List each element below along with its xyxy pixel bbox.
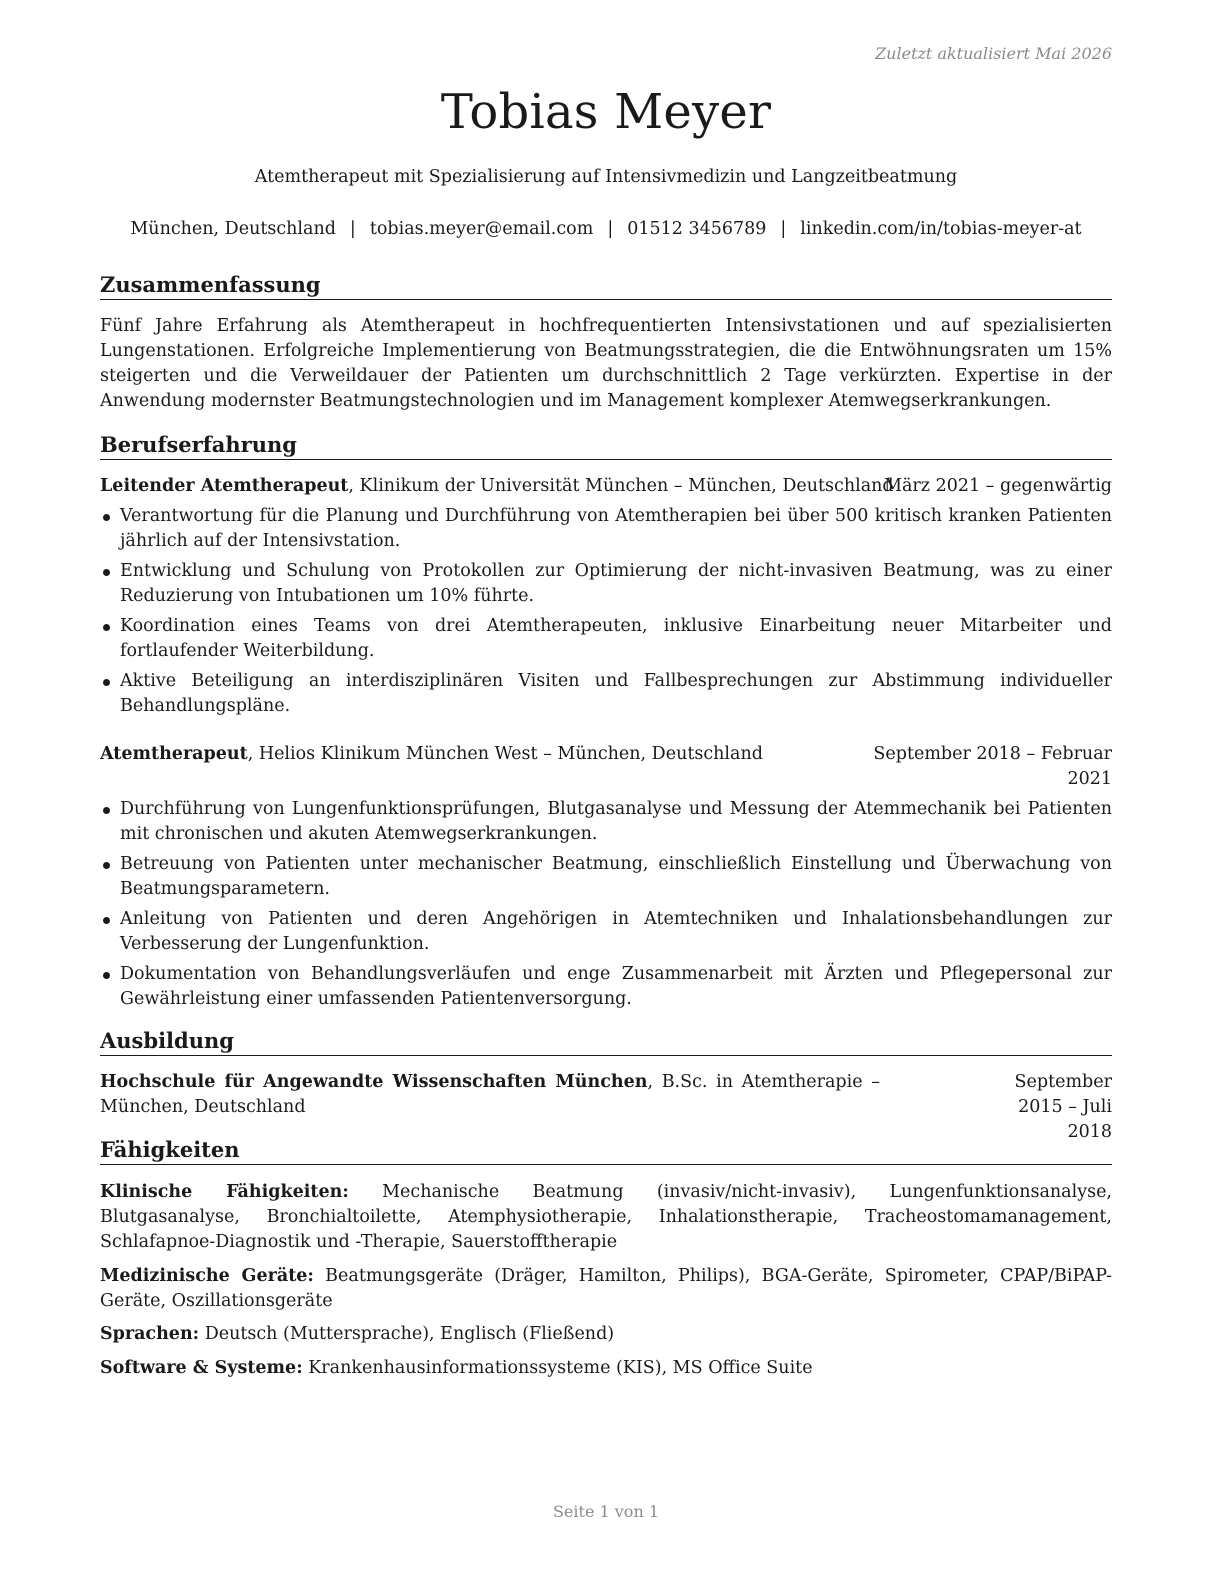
contact-separator: | [780,219,787,239]
skill-value: Krankenhausinformationssysteme (KIS), MS Office Suite [302,1358,813,1378]
job-bullets [100,797,1112,1017]
skill-value: Deutsch (Muttersprache), Englisch (Fließend) [199,1324,615,1344]
job-role: Atemtherapeut [100,744,248,764]
contact-location: München, Deutschland [130,219,336,239]
skill-value: Mechanische Beatmung (invasiv/nicht-invasiv), Lungenfunktionsanalyse, Blutgasanalyse, Bronchialtoilette, Atemphysiotherapie, Inhalationstherapie, Tracheostomamanagement, Schlafapnoe-Diagnostik und -Therapie, Sauerstofftherapie [100,1182,1112,1252]
education-degree: , B.Sc. in Atemtherapie – München, Deutschland [100,1072,880,1117]
education-institution [100,1070,880,1120]
job-bullets [100,504,1112,724]
list-item: Koordination eines Teams von drei Atemtherapeuten, inklusive Einarbeitung neuer Mitarbeiter und fortlaufender Weiterbildung. [100,614,1112,664]
skill-label: Sprachen: [100,1324,200,1344]
job-employer: , Helios Klinikum München West – München, Deutschland [247,744,763,764]
list-item: Anleitung von Patienten und deren Angehörigen in Atemtechniken und Inhalationsbehandlungen zur Verbesserung der Lungenfunktion. [100,907,1112,957]
job-role: Leitender Atemtherapeut [100,476,349,496]
skill-label: Medizinische Geräte: [100,1266,314,1286]
skill-label: Software & Systeme: [100,1358,303,1378]
education-school: Hochschule für Angewandte Wissenschaften München [100,1072,648,1092]
skill-row [100,1356,1112,1381]
list-item: Dokumentation von Behandlungsverläufen und enge Zusammenarbeit mit Ärzten und Pflegepersonal zur Gewährleistung einer umfassenden Patientenversorgung. [100,962,1112,1012]
list-item: Betreuung von Patienten unter mechanischer Beatmung, einschließlich Einstellung und Überwachung von Beatmungsparametern. [100,852,1112,902]
page-number: Seite 1 von 1 [552,1502,660,1521]
job-dates-line: 2021 [1067,769,1112,789]
list-item: Entwicklung und Schulung von Protokollen zur Optimierung der nicht-invasiven Beatmung, was zu einer Reduzierung von Intubationen um 10% führte. [100,559,1112,609]
job-title-line [100,474,894,499]
job-dates [873,742,1112,792]
skill-row [100,1322,1112,1347]
skill-value: Beatmungsgeräte (Dräger, Hamilton, Philips), BGA-Geräte, Spirometer, CPAP/BiPAP-Geräte, Oszillationsgeräte [100,1266,1112,1311]
skill-row [100,1180,1112,1255]
contact-separator: | [607,219,614,239]
section-title-education: Ausbildung [100,1027,1112,1056]
job-dates-line: September 2018 – Februar [873,744,1112,764]
resume-page [100,0,1112,1584]
list-item: Aktive Beteiligung an interdisziplinären Visiten und Fallbesprechungen zur Abstimmung individueller Behandlungspläne. [100,669,1112,719]
section-title-summary: Zusammenfassung [100,271,1112,300]
job-employer: , Klinikum der Universität München – München, Deutschland [348,476,894,496]
contact-linkedin[interactable]: linkedin.com/in/tobias-meyer-at [800,219,1082,239]
list-item: Durchführung von Lungenfunktionsprüfungen, Blutgasanalyse und Messung der Atemmechanik bei Patienten mit chronischen und akuten Atemwegserkrankungen. [100,797,1112,847]
summary-text: Fünf Jahre Erfahrung als Atemtherapeut in hochfrequentierten Intensivstationen und auf spezialisierten Lungenstationen. Erfolgreiche Implementierung von Beatmungsstrategien, die die Entwöhnungsraten um 15% steigerten und die Verweildauer der Patienten um durchschnittlich 2 Tage verkürzten. Expertise in der Anwendung modernster Beatmungstechnologien und im Management komplexer Atemwegserkrankungen. [100,316,1112,411]
list-item: Verantwortung für die Planung und Durchführung von Atemtherapien bei über 500 kritisch kranken Patienten jährlich auf der Intensivstation. [100,504,1112,554]
section-title-experience: Berufserfahrung [100,431,1112,460]
candidate-tagline: Atemtherapeut mit Spezialisierung auf Intensivmedizin und Langzeitbeatmung [254,167,958,187]
candidate-name: Tobias Meyer [440,84,772,140]
job-dates: März 2021 – gegenwärtig [884,476,1112,496]
contact-email[interactable]: tobias.meyer@email.com [369,219,594,239]
section-title-skills: Fähigkeiten [100,1136,1112,1165]
contact-line [90,219,1122,239]
skill-row [100,1264,1112,1314]
last-updated: Zuletzt aktualisiert Mai 2026 [875,44,1112,63]
job-title-line [100,742,763,767]
contact-separator: | [349,219,356,239]
skill-label: Klinische Fähigkeiten: [100,1182,349,1202]
contact-phone[interactable]: 01512 3456789 [627,219,767,239]
education-dates: September 2015 – Juli 2018 [1014,1072,1112,1142]
